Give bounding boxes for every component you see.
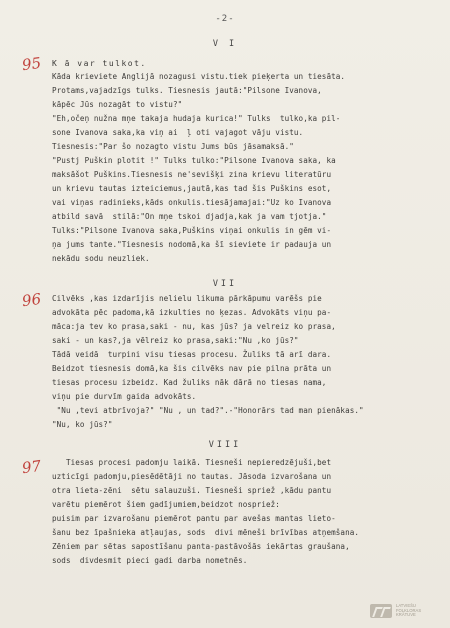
text-line: sods divdesmit pieci gadi darba nometnēs. [52,556,248,565]
section-numeral-viii: VIII [208,440,242,450]
text-line: Tulks:"Pilsone Ivanova saka,Puškins viņai onkulis in gēm vi- [52,226,332,235]
text-line: Tiesnesis:"Par šo nozagto vistu Jums būs jāsamaksā." [52,142,294,151]
text-line: šanu bez īpašnieka atļaujas, sods divi mēneši brīvības atņemšana. [52,528,360,537]
text-line: Kāda krieviete Anglijā nozagusi vistu.tiek pieķerta un tiesāta. [52,72,346,81]
archive-logo-text: LATVIEŠU FOLKLORAS KRĀTUVE [396,603,422,618]
text-line: otra lieta-zēni sētu salauzuši. Tiesneši spriež ,kādu pantu [52,486,332,495]
margin-number-96: 96 [20,289,43,311]
text-line: viņu pie durvīm gaida advokāts. [52,392,197,401]
text-line: Tiesas procesi padomju laikā. Tiesneši nepieredzējuši,bet [52,458,332,467]
page-number: -2- [215,14,235,24]
archive-logo [370,602,440,620]
section-heading: K ā var tulkot. [52,59,147,68]
text-line: "Pustj Puškin plotit !" Tulks tulko:"Pilsone Ivanova saka, ka [52,156,336,165]
text-line: tiesas procesu izbeidz. Kad žuliks nāk dārā no tiesas nama, [52,378,327,387]
text-line: "Eh,očeņ nužna mņe takaja hudaja kurica!" Tulks tulko,ka pil- [52,114,341,123]
text-line: un krievu tautas izteiciemus,jautā,kas tad šis Puškins esot, [52,184,332,193]
section-numeral-vi: V I [212,39,238,49]
archive-logo-icon [370,604,392,618]
text-line: Zēniem par sētas sapostīšanu panta-pastāvošās iekārtas graušana, [52,542,350,551]
text-line: varētu piemērot šiem gadījumiem,beidzot nospriež: [52,500,280,509]
text-line: sone Ivanova saka,ka viņ ai ļ oti vajagot vāju vistu. [52,128,304,137]
margin-number-97: 97 [20,456,43,478]
text-line: uzticīgi padomju,piesēdētāji no tautas. Jāsoda izvarošana un [52,472,332,481]
text-line: advokāta pēc padoma,kā izkulties no ķezas. Advokāts viņu pa- [52,308,332,317]
text-line: ņa jums tante."Tiesnesis nodomā,ka šī sieviete ir padauja un [52,240,332,249]
margin-number-95: 95 [20,53,43,75]
text-line: maksāšot Puškins.Tiesnesis ne'sevišķi zina krievu literatūru [52,170,332,179]
section-numeral-vii: VII [212,279,238,289]
text-line: Beidzot tiesnesis domā,ka šis cilvēks nav pie pilna prāta un [52,364,332,373]
text-line: "Nu ,tevi atbrīvoja?" "Nu , un tad?".-"Honorārs tad man pienākas." [52,406,364,415]
text-line: atbild savā stilā:"On mņe tskoi djadja,kak ja vam tjotja." [52,212,327,221]
text-line: "Nu, ko jūs?" [52,420,113,429]
text-line: puisim par izvarošanu piemērot pantu par avešas mantas lieto- [52,514,336,523]
text-line: saki - un kas?,ja vēlreiz ko prasa,saki:"Nu ,ko jūs?" [52,336,299,345]
text-line: vai viņas radinieks,kāds onkulis.tiesājamajai:"Uz ko Ivanova [52,198,332,207]
text-line: nekādu sodu neuzliek. [52,254,150,263]
text-line: kāpēc Jūs nozagāt to vistu?" [52,100,183,109]
text-line: Tādā veidā turpini visu tiesas procesu. Žuliks tā arī dara. [52,350,332,359]
text-line: māca:ja tev ko prasa,saki - nu, kas jūs? ja velreiz ko prasa, [52,322,336,331]
text-line: Cilvēks ,kas izdarījis nelielu likuma pārkāpumu varēšs pie [52,294,322,303]
text-line: Protams,vajadzīgs tulks. Tiesnesis jautā:"Pilsone Ivanova, [52,86,322,95]
